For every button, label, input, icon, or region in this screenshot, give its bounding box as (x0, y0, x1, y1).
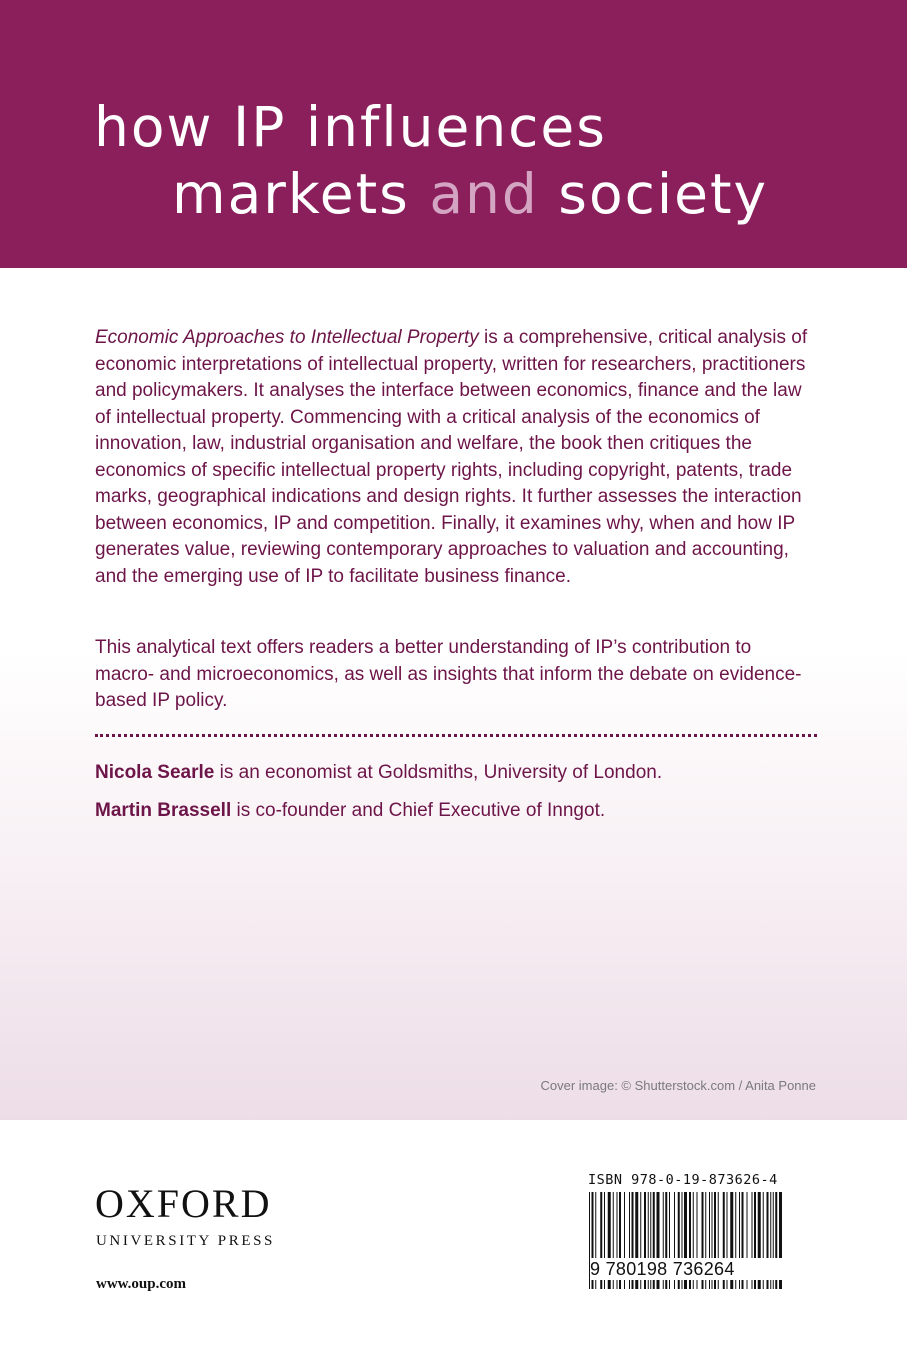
blurb-paragraph-1 (95, 325, 815, 590)
tagline-society: society (538, 162, 769, 226)
oxford-subtitle: UNIVERSITY PRESS (96, 1233, 275, 1249)
oxford-logo: OXFORD (95, 1181, 272, 1226)
author-bio-1 (95, 760, 815, 786)
tagline-and-accent: and (429, 162, 539, 226)
blurb-paragraph-1-text: is a comprehensive, critical analysis of economic interpretations of intellectual property, written for researchers, practitioners and policymakers. It analyses the interface between economics, finance and the law of intellectual property. Commencing with a critical analysis of the economics of innovation, law, industrial organisation and welfare, the book then critiques the economics of specific intellectual property rights, including copyright, patents, trade marks, geographical indications and design rights. It further assesses the interaction between economics, IP and competition. Finally, it examines why, when and how IP generates value, reviewing contemporary approaches to valuation and accounting, and the emerging use of IP to facilitate business finance. (95, 327, 808, 587)
author-bio-2 (95, 798, 815, 824)
book-title: Economic Approaches to Intellectual Property (95, 327, 479, 348)
title-banner (0, 0, 907, 268)
publisher-url[interactable]: www.oup.com (96, 1276, 187, 1292)
isbn-label: ISBN 978-0-19-873626-4 (588, 1172, 778, 1188)
tagline-markets: markets (172, 162, 430, 226)
cover-image-credit: Cover image: © Shutterstock.com / Anita Ponne (540, 1078, 816, 1093)
author-bio-text-1: is an economist at Goldsmiths, University of London. (214, 762, 663, 783)
description-area (0, 268, 907, 1120)
author-bio-text-2: is co-founder and Chief Executive of Inngot. (231, 800, 606, 821)
tagline-line-2 (172, 162, 768, 226)
blurb-paragraph-2: This analytical text offers readers a better understanding of IP’s contribution to macro- and microeconomics, as well as insights that inform the debate on evidence-based IP policy. (95, 637, 802, 711)
author-name-2: Martin Brassell (95, 800, 232, 821)
barcode-digits: 9 780198 736264 (590, 1258, 782, 1280)
tagline-line-1: how IP influences (94, 95, 607, 159)
dotted-divider (95, 734, 817, 737)
author-name-1: Nicola Searle (95, 762, 215, 783)
footer (0, 1120, 907, 1360)
